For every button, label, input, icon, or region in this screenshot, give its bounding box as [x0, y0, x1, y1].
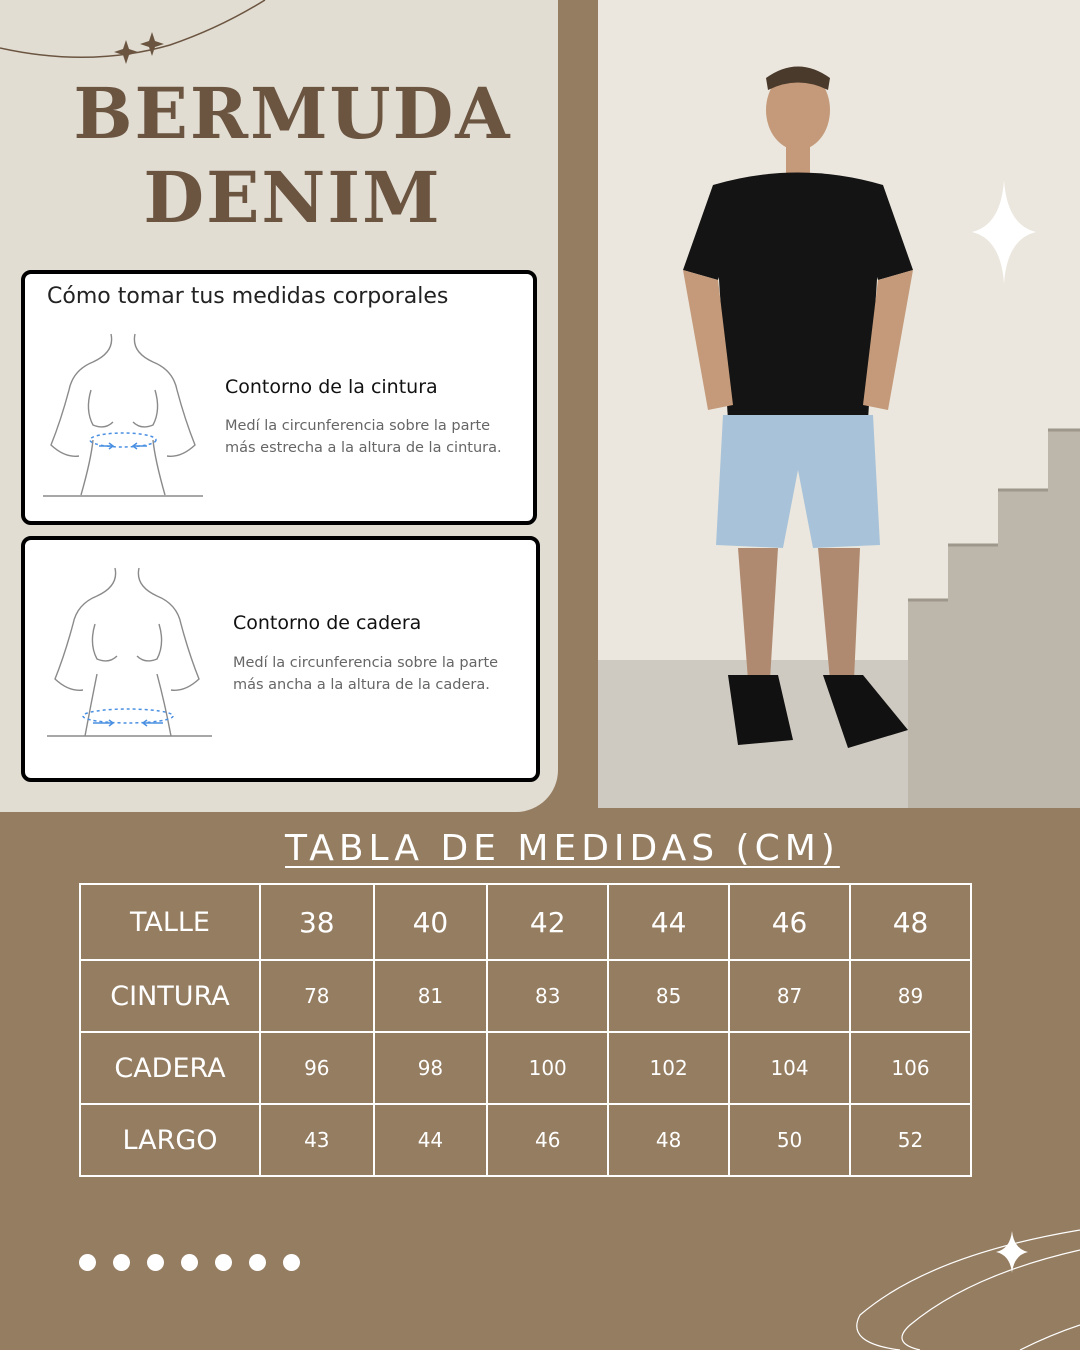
- cell: 44: [608, 884, 729, 960]
- cell: 40: [374, 884, 488, 960]
- cell: 44: [374, 1104, 488, 1176]
- cell: 43: [260, 1104, 374, 1176]
- cell: 46: [729, 884, 850, 960]
- cell: 104: [729, 1032, 850, 1104]
- cell: 89: [850, 960, 971, 1032]
- sparkle-icon: [972, 180, 1036, 284]
- cell: 38: [260, 884, 374, 960]
- waist-title: Contorno de la cintura: [225, 376, 438, 398]
- hip-diagram: [47, 564, 217, 744]
- waist-desc-line-1: Medí la circunferencia sobre la parte: [225, 418, 491, 434]
- dot: [249, 1254, 266, 1271]
- cell: 52: [850, 1104, 971, 1176]
- dot: [147, 1254, 164, 1271]
- waist-description: [225, 415, 502, 459]
- dot: [181, 1254, 198, 1271]
- cell: 83: [487, 960, 608, 1032]
- hip-description: [233, 652, 498, 696]
- model-photo-illustration: [598, 0, 1080, 808]
- dot: [215, 1254, 232, 1271]
- table-row: [80, 884, 971, 960]
- row-header: CADERA: [80, 1032, 260, 1104]
- hip-guide-card: [21, 536, 540, 782]
- sparkle-icon: [114, 40, 138, 64]
- hip-desc-line-2: más ancha a la altura de la cadera.: [233, 677, 490, 693]
- row-header: TALLE: [80, 884, 260, 960]
- row-header: CINTURA: [80, 960, 260, 1032]
- title-line-2: DENIM: [143, 156, 442, 239]
- sparkle-icon: [140, 32, 164, 56]
- cell: 48: [608, 1104, 729, 1176]
- dot: [283, 1254, 300, 1271]
- waist-desc-line-2: más estrecha a la altura de la cintura.: [225, 440, 502, 456]
- cell: 48: [850, 884, 971, 960]
- dot: [79, 1254, 96, 1271]
- cell: 102: [608, 1032, 729, 1104]
- row-header: LARGO: [80, 1104, 260, 1176]
- cell: 100: [487, 1032, 608, 1104]
- cell: 81: [374, 960, 488, 1032]
- cell: 46: [487, 1104, 608, 1176]
- cell: 85: [608, 960, 729, 1032]
- dot: [113, 1254, 130, 1271]
- table-row: [80, 960, 971, 1032]
- hip-desc-line-1: Medí la circunferencia sobre la parte: [233, 655, 499, 671]
- table-title: TABLA DE MEDIDAS (CM): [285, 828, 840, 869]
- decorative-curve-top: [0, 0, 300, 80]
- cell: 106: [850, 1032, 971, 1104]
- waist-guide-card: [21, 270, 537, 525]
- hip-title: Contorno de cadera: [233, 612, 422, 634]
- cell: 42: [487, 884, 608, 960]
- cell: 98: [374, 1032, 488, 1104]
- cell: 96: [260, 1032, 374, 1104]
- waist-diagram: [43, 330, 208, 500]
- product-title: [0, 72, 585, 240]
- table-row: [80, 1104, 971, 1176]
- cell: 78: [260, 960, 374, 1032]
- decorative-orbit: [850, 1225, 1080, 1350]
- table-row: [80, 1032, 971, 1104]
- size-table: [79, 883, 972, 1177]
- guide-header: Cómo tomar tus medidas corporales: [47, 284, 449, 309]
- sparkle-icon: [996, 1231, 1028, 1273]
- pagination-dots: [79, 1254, 300, 1271]
- cell: 87: [729, 960, 850, 1032]
- model-photo: [598, 0, 1080, 808]
- title-line-1: BERMUDA: [73, 72, 512, 155]
- cell: 50: [729, 1104, 850, 1176]
